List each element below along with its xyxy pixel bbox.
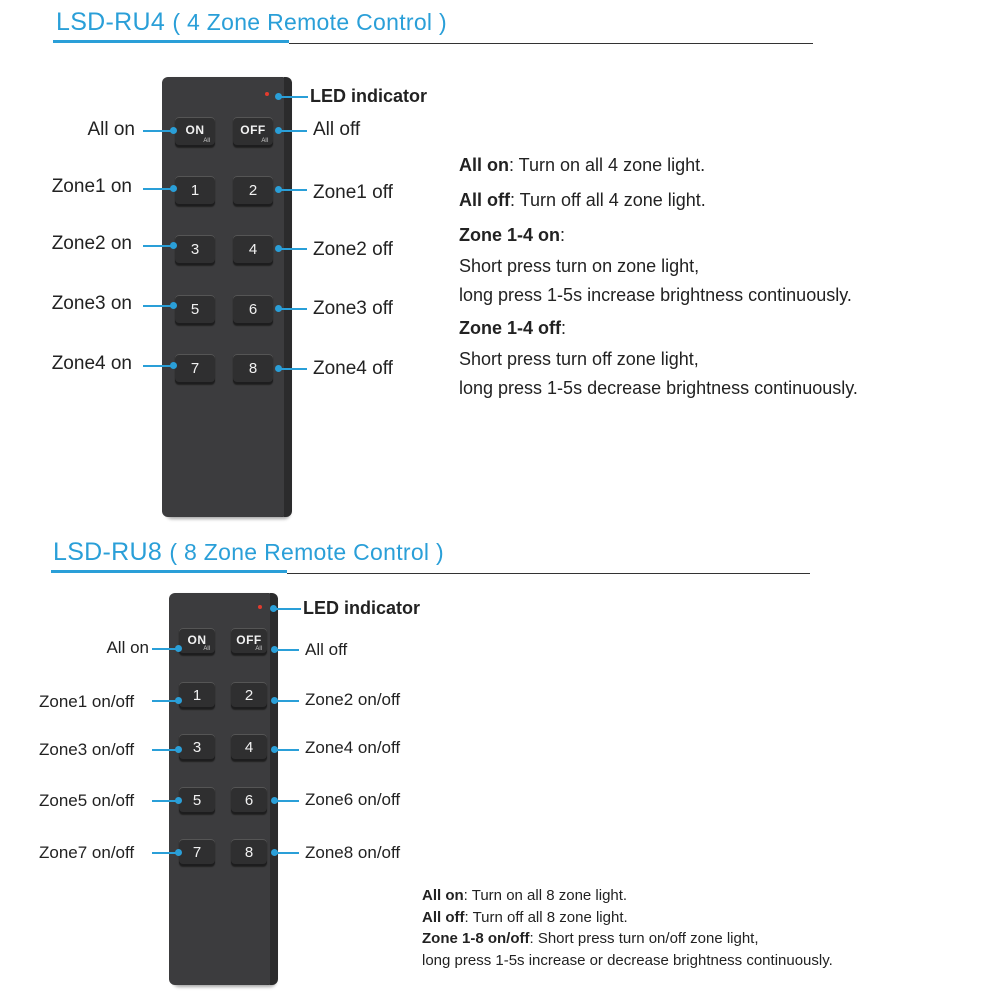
ru4-callout-dot-zone4-on xyxy=(170,362,177,369)
ru8-key-6[interactable]: 6 xyxy=(231,787,267,814)
ru8-label-zone5: Zone5 on/off xyxy=(39,791,135,810)
ru8-desc-zone xyxy=(422,928,833,950)
ru4-label-zone3-on: Zone3 on xyxy=(51,293,132,314)
ru4-led xyxy=(265,92,269,96)
ru4-all-off-button[interactable] xyxy=(233,117,273,147)
ru4-callout-line-all-on xyxy=(143,130,173,132)
ru8-callout-line-zone2 xyxy=(275,700,299,702)
ru4-key-6[interactable]: 6 xyxy=(233,295,273,325)
ru8-callout-dot-all-on xyxy=(175,645,182,652)
ru8-desc-all-off-text: : Turn off all 8 zone light. xyxy=(464,908,628,926)
ru4-desc-zone-on-line2: long press 1-5s increase brightness continuously. xyxy=(459,285,852,305)
ru4-title-subtitle: ( 4 Zone Remote Control ) xyxy=(172,9,447,35)
ru8-title xyxy=(53,538,444,567)
ru4-callout-line-zone2-on xyxy=(143,245,173,247)
ru8-desc-all-off-key: All off xyxy=(422,908,465,926)
ru4-desc-zone-off-colon: : xyxy=(561,318,567,338)
ru8-all-off-button-sub: All xyxy=(255,646,262,652)
ru8-desc-all-on-text: : Turn on all 8 zone light. xyxy=(463,887,628,904)
ru8-key-5[interactable]: 5 xyxy=(179,787,215,814)
ru4-key-5[interactable]: 5 xyxy=(175,295,215,325)
ru4-callout-line-zone3-off xyxy=(279,308,307,310)
ru4-title-model: LSD-RU4 xyxy=(56,8,166,36)
ru4-all-on-button-sub: All xyxy=(203,138,210,144)
ru4-key-3[interactable]: 3 xyxy=(175,235,215,265)
ru8-desc-zone-text: : Short press turn on/off zone light, xyxy=(529,930,759,947)
ru4-led-callout-line xyxy=(280,96,308,98)
ru8-description xyxy=(422,885,833,971)
ru4-key-2[interactable]: 2 xyxy=(233,176,273,206)
ru8-led-callout-line xyxy=(275,608,301,610)
ru8-label-zone1: Zone1 on/off xyxy=(39,692,135,711)
ru4-key-7[interactable]: 7 xyxy=(175,354,215,384)
ru4-label-zone2-on: Zone2 on xyxy=(51,233,132,254)
ru8-all-off-button[interactable] xyxy=(231,628,267,655)
ru8-label-zone2: Zone2 on/off xyxy=(305,690,401,709)
ru4-all-off-button-sub: All xyxy=(261,138,268,144)
ru4-remote-edge xyxy=(284,77,292,517)
ru4-desc-zone-off-line2: long press 1-5s decrease brightness continuously. xyxy=(459,378,858,398)
ru8-label-all-on: All on xyxy=(106,638,149,657)
ru4-all-on-button[interactable] xyxy=(175,117,215,147)
ru8-callout-dot-zone5 xyxy=(175,797,182,804)
ru4-title-underline xyxy=(53,40,289,43)
ru8-callout-line-zone4 xyxy=(275,749,299,751)
ru4-desc-zone-on-key: Zone 1-4 on xyxy=(459,225,561,245)
ru4-led-label: LED indicator xyxy=(310,86,428,106)
ru4-desc-all-on-text: : Turn on all 4 zone light. xyxy=(509,155,706,175)
ru4-label-zone1-off: Zone1 off xyxy=(313,182,393,203)
ru8-led-label: LED indicator xyxy=(303,598,421,618)
ru4-key-8[interactable]: 8 xyxy=(233,354,273,384)
ru4-desc-zone-off-line1: Short press turn off zone light, xyxy=(459,349,699,369)
ru4-label-zone1-on: Zone1 on xyxy=(51,176,132,197)
ru8-callout-dot-zone1 xyxy=(175,697,182,704)
ru4-desc-all-on-key: All on xyxy=(459,155,509,175)
ru8-key-4[interactable]: 4 xyxy=(231,734,267,761)
ru8-key-1[interactable]: 1 xyxy=(179,682,215,709)
ru4-remote xyxy=(162,77,286,517)
ru4-title xyxy=(56,8,447,37)
ru8-label-zone6: Zone6 on/off xyxy=(305,790,401,809)
ru4-callout-line-zone4-off xyxy=(279,368,307,370)
ru4-desc-all-on xyxy=(459,150,858,181)
ru8-callout-dot-zone7 xyxy=(175,849,182,856)
ru4-callout-line-zone2-off xyxy=(279,248,307,250)
ru4-label-all-off: All off xyxy=(313,119,361,140)
ru8-key-2[interactable]: 2 xyxy=(231,682,267,709)
ru8-remote xyxy=(169,593,272,985)
ru8-title-underline xyxy=(51,570,287,573)
ru4-label-zone4-on: Zone4 on xyxy=(51,353,132,374)
ru4-callout-line-zone4-on xyxy=(143,365,173,367)
ru4-callout-line-zone1-on xyxy=(143,188,173,190)
ru8-all-off-button-label: OFF xyxy=(236,633,262,647)
ru4-desc-all-off-key: All off xyxy=(459,190,510,210)
ru4-callout-line-all-off xyxy=(279,130,307,132)
ru4-desc-zone-off xyxy=(459,313,858,344)
ru8-key-8[interactable]: 8 xyxy=(231,839,267,866)
ru8-all-on-button[interactable] xyxy=(179,628,215,655)
ru4-label-all-on: All on xyxy=(87,119,135,140)
ru8-callout-line-zone6 xyxy=(275,800,299,802)
ru4-callout-dot-zone1-on xyxy=(170,185,177,192)
ru4-label-zone3-off: Zone3 off xyxy=(313,298,393,319)
ru8-title-model: LSD-RU8 xyxy=(53,538,163,566)
ru8-callout-line-all-off xyxy=(275,649,299,651)
ru8-key-3[interactable]: 3 xyxy=(179,734,215,761)
ru4-callout-dot-all-on xyxy=(170,127,177,134)
ru4-callout-dot-zone3-on xyxy=(170,302,177,309)
ru4-desc-all-off xyxy=(459,185,858,216)
ru4-callout-line-zone1-off xyxy=(279,189,307,191)
ru4-desc-zone-on-line1: Short press turn on zone light, xyxy=(459,256,700,276)
ru4-desc-zone-off-key: Zone 1-4 off xyxy=(459,318,561,338)
ru4-label-zone2-off: Zone2 off xyxy=(313,239,393,260)
ru8-callout-dot-zone3 xyxy=(175,746,182,753)
ru4-description xyxy=(459,150,858,404)
ru4-callout-dot-zone2-on xyxy=(170,242,177,249)
ru4-key-1[interactable]: 1 xyxy=(175,176,215,206)
ru8-all-on-button-label: ON xyxy=(187,633,207,647)
ru4-callout-line-zone3-on xyxy=(143,305,173,307)
ru4-label-zone4-off: Zone4 off xyxy=(313,358,393,379)
ru8-desc-all-on xyxy=(422,885,833,907)
ru8-led xyxy=(258,605,262,609)
ru8-title-rule xyxy=(287,573,810,574)
ru4-key-4[interactable]: 4 xyxy=(233,235,273,265)
ru8-label-zone7: Zone7 on/off xyxy=(39,843,135,862)
ru4-all-on-button-label: ON xyxy=(185,123,205,137)
ru8-title-subtitle: ( 8 Zone Remote Control ) xyxy=(169,539,444,565)
ru8-label-zone3: Zone3 on/off xyxy=(39,740,135,759)
ru8-label-all-off: All off xyxy=(305,640,348,659)
ru8-callout-line-zone8 xyxy=(275,852,299,854)
ru8-key-7[interactable]: 7 xyxy=(179,839,215,866)
ru4-desc-zone-on-colon: : xyxy=(560,225,566,245)
ru8-label-zone4: Zone4 on/off xyxy=(305,738,401,757)
ru8-desc-zone-line2: long press 1-5s increase or decrease brightness continuously. xyxy=(422,951,833,969)
ru4-desc-zone-on xyxy=(459,220,858,251)
ru4-all-off-button-label: OFF xyxy=(240,123,266,137)
ru4-title-rule xyxy=(289,43,813,44)
ru8-desc-all-off xyxy=(422,907,833,929)
ru8-all-on-button-sub: All xyxy=(203,646,210,652)
ru8-desc-all-on-key: All on xyxy=(422,887,464,904)
ru8-label-zone8: Zone8 on/off xyxy=(305,843,401,862)
ru8-desc-zone-key: Zone 1-8 on/off xyxy=(422,930,530,947)
ru4-desc-all-off-text: : Turn off all 4 zone light. xyxy=(510,190,706,210)
